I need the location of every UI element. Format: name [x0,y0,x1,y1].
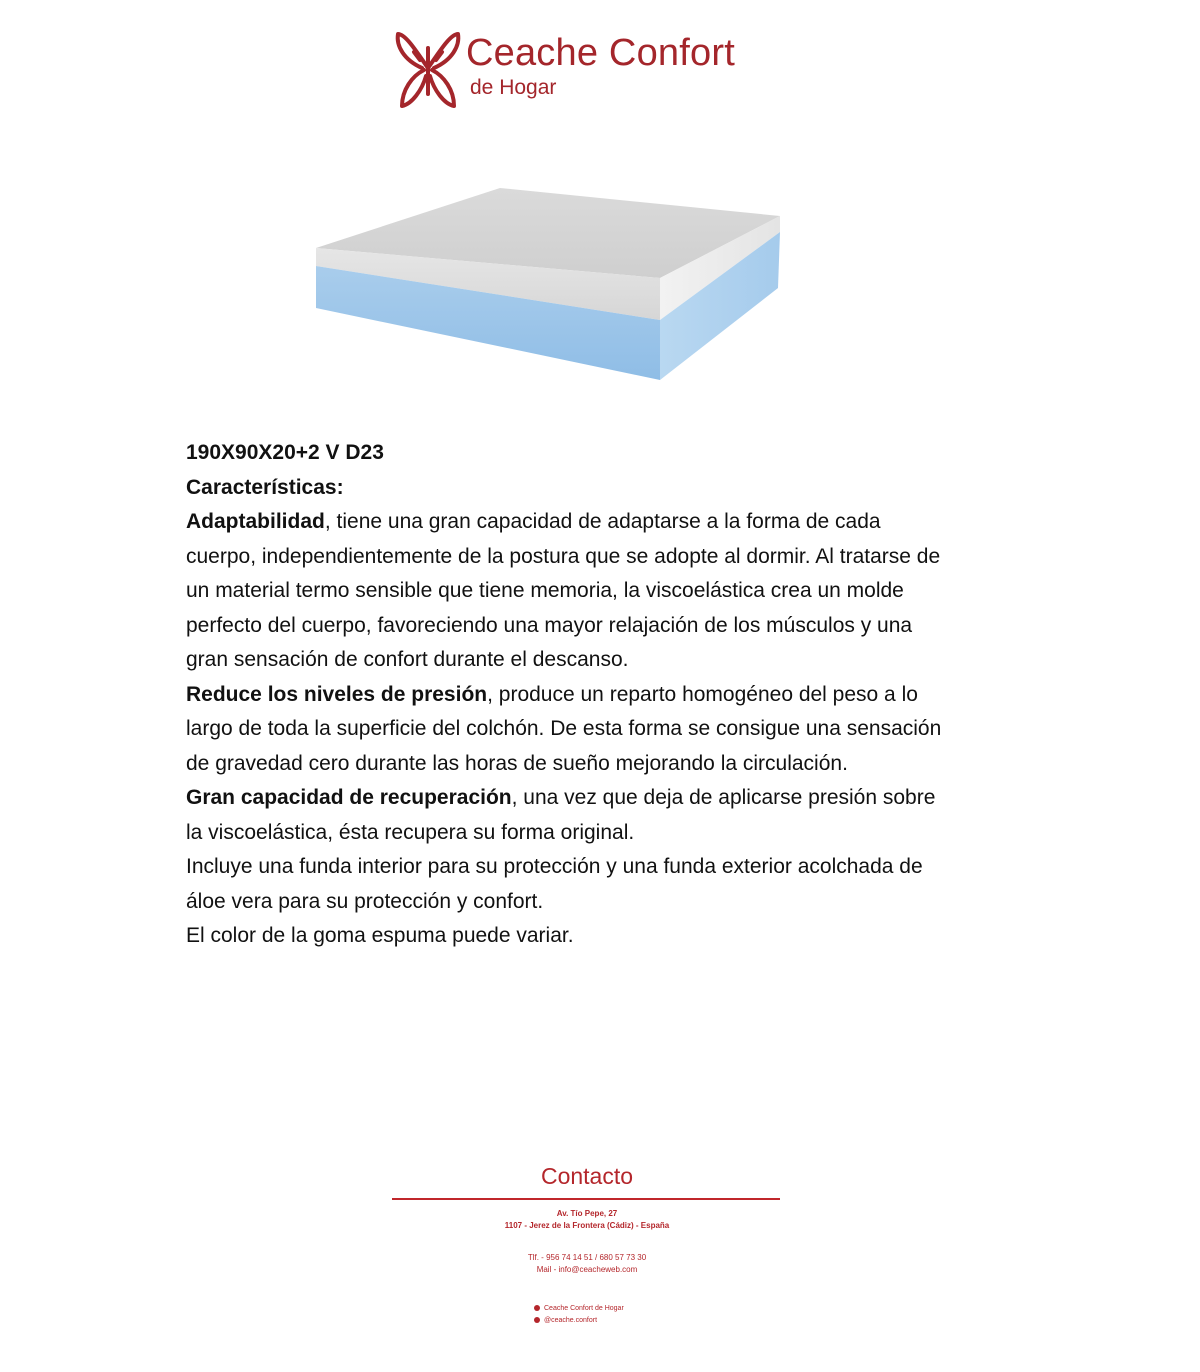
address-line-1: Av. Tío Pepe, 27 [556,1209,618,1218]
facebook-link[interactable] [534,1305,624,1312]
brand-subtitle: de Hogar [470,76,557,99]
instagram-label: @ceache.confort [544,1317,598,1324]
facebook-icon [534,1305,540,1311]
facebook-label: Ceache Confort de Hogar [544,1305,624,1312]
mail-link[interactable]: Mail - info@ceacheweb.com [536,1265,638,1274]
butterfly-logo-icon [392,24,464,112]
brand-name: Ceache Confort [466,32,735,74]
feature-paragraph [186,678,946,782]
feature-paragraph [186,505,946,678]
product-code: 190X90X20+2 V D23 [186,441,384,464]
contact-title: Contacto [540,1163,634,1189]
color-note: El color de la goma espuma puede variar. [186,924,574,947]
mattress-image [300,180,800,390]
feature-title: Gran capacidad de recuperación [186,786,512,809]
feature-text: , tiene una gran capacidad de adaptarse a la forma de cada cuerpo, independientemente de la postura que se adopte al dormir. Al tratarse de un material termo sensible que tiene memoria, la viscoelástica crea un molde perfecto del cuerpo, favoreciendo una mayor relajación de los músculos y una gran sensación de confort durante el descanso. [186,510,941,671]
feature-text: , produce un reparto homogéneo del peso a lo largo de toda la superficie del colchón. De esta forma se consigue una sensación de gravedad cero durante las horas de sueño mejorando la circulación. [186,682,942,775]
address-line-2: 1107 - Jerez de la Frontera (Cádiz) - España [504,1221,670,1230]
brand-logo [392,24,782,114]
feature-text: , una vez que deja de aplicarse presión sobre la viscoelástica, ésta recupera su forma original. [186,786,936,844]
feature-paragraph [186,781,946,850]
feature-title: Reduce los niveles de presión [186,682,488,706]
product-description [186,436,946,954]
instagram-link[interactable] [534,1317,597,1324]
phone-line: Tlf. - 956 74 14 51 / 680 57 73 30 [527,1253,647,1262]
contact-divider [392,1198,780,1200]
features-heading: Características: [186,475,344,499]
contact-section [392,1163,782,1338]
feature-title: Adaptabilidad [186,510,325,533]
instagram-icon [534,1317,540,1323]
cover-note: Incluye una funda interior para su protección y una funda exterior acolchada de áloe vera para su protección y confort. [186,855,923,913]
